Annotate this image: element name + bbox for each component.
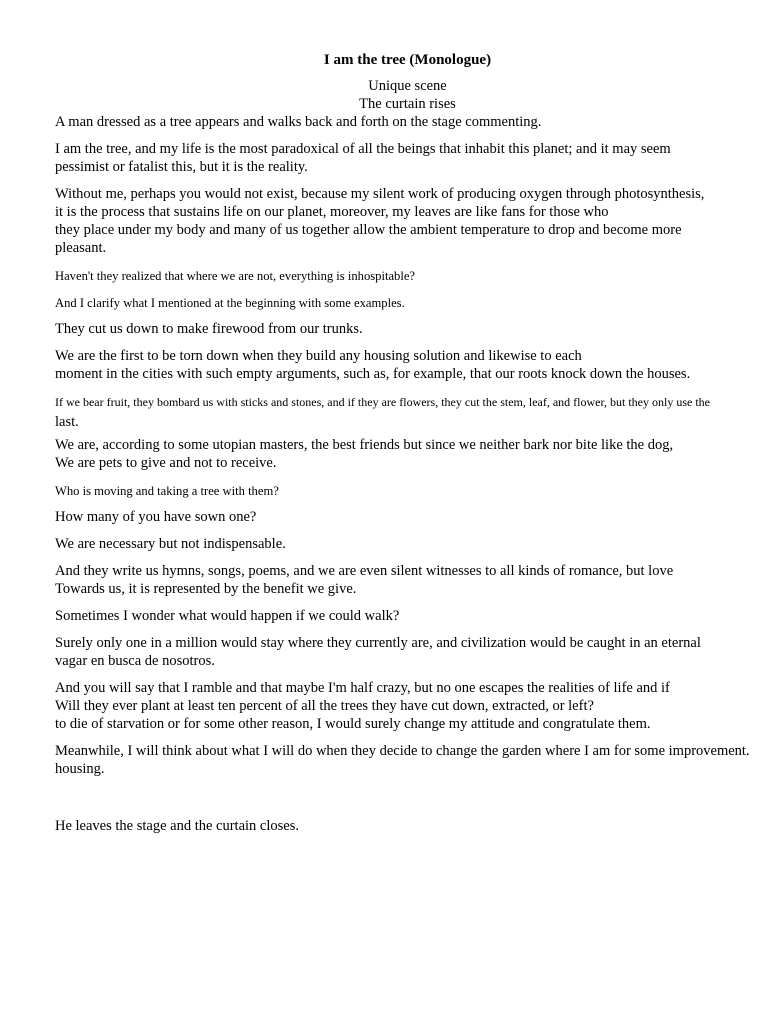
text-line: last. [55,414,79,430]
paragraph [55,535,760,553]
text-line: He leaves the stage and the curtain closes. [55,818,299,834]
paragraph [55,293,760,313]
stage-direction-entrance [55,113,760,131]
paragraph [55,347,760,383]
text-line: vagar en busca de nosotros. [55,653,215,669]
text-line: Without me, perhaps you would not exist, because my silent work of producing oxygen through photosynthesis, [55,186,705,202]
text-line: Meanwhile, I will think about what I will do when they decide to change the garden where I am for some improvement. [55,743,750,759]
paragraph [55,320,760,338]
text-line: Towards us, it is represented by the benefit we give. [55,581,357,597]
paragraph [55,392,760,432]
text-line: pleasant. [55,240,107,256]
text-line: Sometimes I wonder what would happen if we could walk? [55,608,400,624]
paragraph [55,436,760,472]
paragraph [55,679,760,733]
text-line: they place under my body and many of us together allow the ambient temperature to drop and become more [55,222,682,238]
stage-direction-exit [55,817,760,835]
text-line: And they write us hymns, songs, poems, and we are even silent witnesses to all kinds of romance, but love [55,563,674,579]
paragraph [55,266,760,286]
paragraph [55,562,760,598]
paragraph [55,607,760,625]
text-line: it is the process that sustains life on our planet, moreover, my leaves are like fans for those who [55,204,609,220]
text-line: pessimist or fatalist this, but it is the reality. [55,159,308,175]
text-line: How many of you have sown one? [55,509,257,525]
paragraph [55,634,760,670]
text-line: If we bear fruit, they bombard us with sticks and stones, and if they are flowers, they cut the stem, leaf, and flower, but they only use the [55,395,711,409]
text-line: We are, according to some utopian masters, the best friends but since we neither bark nor bite like the dog, [55,437,674,453]
text-line: They cut us down to make firewood from our trunks. [55,321,363,337]
paragraph [55,481,760,501]
text-line: We are necessary but not indispensable. [55,536,286,552]
paragraph [55,742,760,778]
text-line: Who is moving and taking a tree with them? [55,484,279,498]
document-title: I am the tree (Monologue) [323,52,492,68]
paragraph [55,508,760,526]
text-line: Will they ever plant at least ten percent of all the trees they have cut down, extracted, or left? [55,698,594,714]
text-line: A man dressed as a tree appears and walks back and forth on the stage commenting. [55,114,542,130]
scene-label: Unique scene [368,78,447,94]
text-line: And you will say that I ramble and that maybe I'm half crazy, but no one escapes the realities of life and if [55,680,670,696]
stage-direction-curtain-rises: The curtain rises [359,96,456,112]
spacer [55,787,760,817]
text-line: moment in the cities with such empty arguments, such as, for example, that our roots knock down the houses. [55,366,691,382]
text-line: to die of starvation or for some other reason, I would surely change my attitude and congratulate them. [55,716,651,732]
document-page [55,50,760,844]
text-line: Surely only one in a million would stay where they currently are, and civilization would be caught in an eternal [55,635,701,651]
text-line: Haven't they realized that where we are not, everything is inhospitable? [55,269,416,283]
text-line: We are pets to give and not to receive. [55,455,277,471]
text-line: We are the first to be torn down when they build any housing solution and likewise to each [55,348,582,364]
text-line: I am the tree, and my life is the most paradoxical of all the beings that inhabit this planet; and it may seem [55,141,671,157]
paragraph [55,185,760,257]
paragraph [55,140,760,176]
text-line: housing. [55,761,105,777]
text-line: And I clarify what I mentioned at the beginning with some examples. [55,296,405,310]
